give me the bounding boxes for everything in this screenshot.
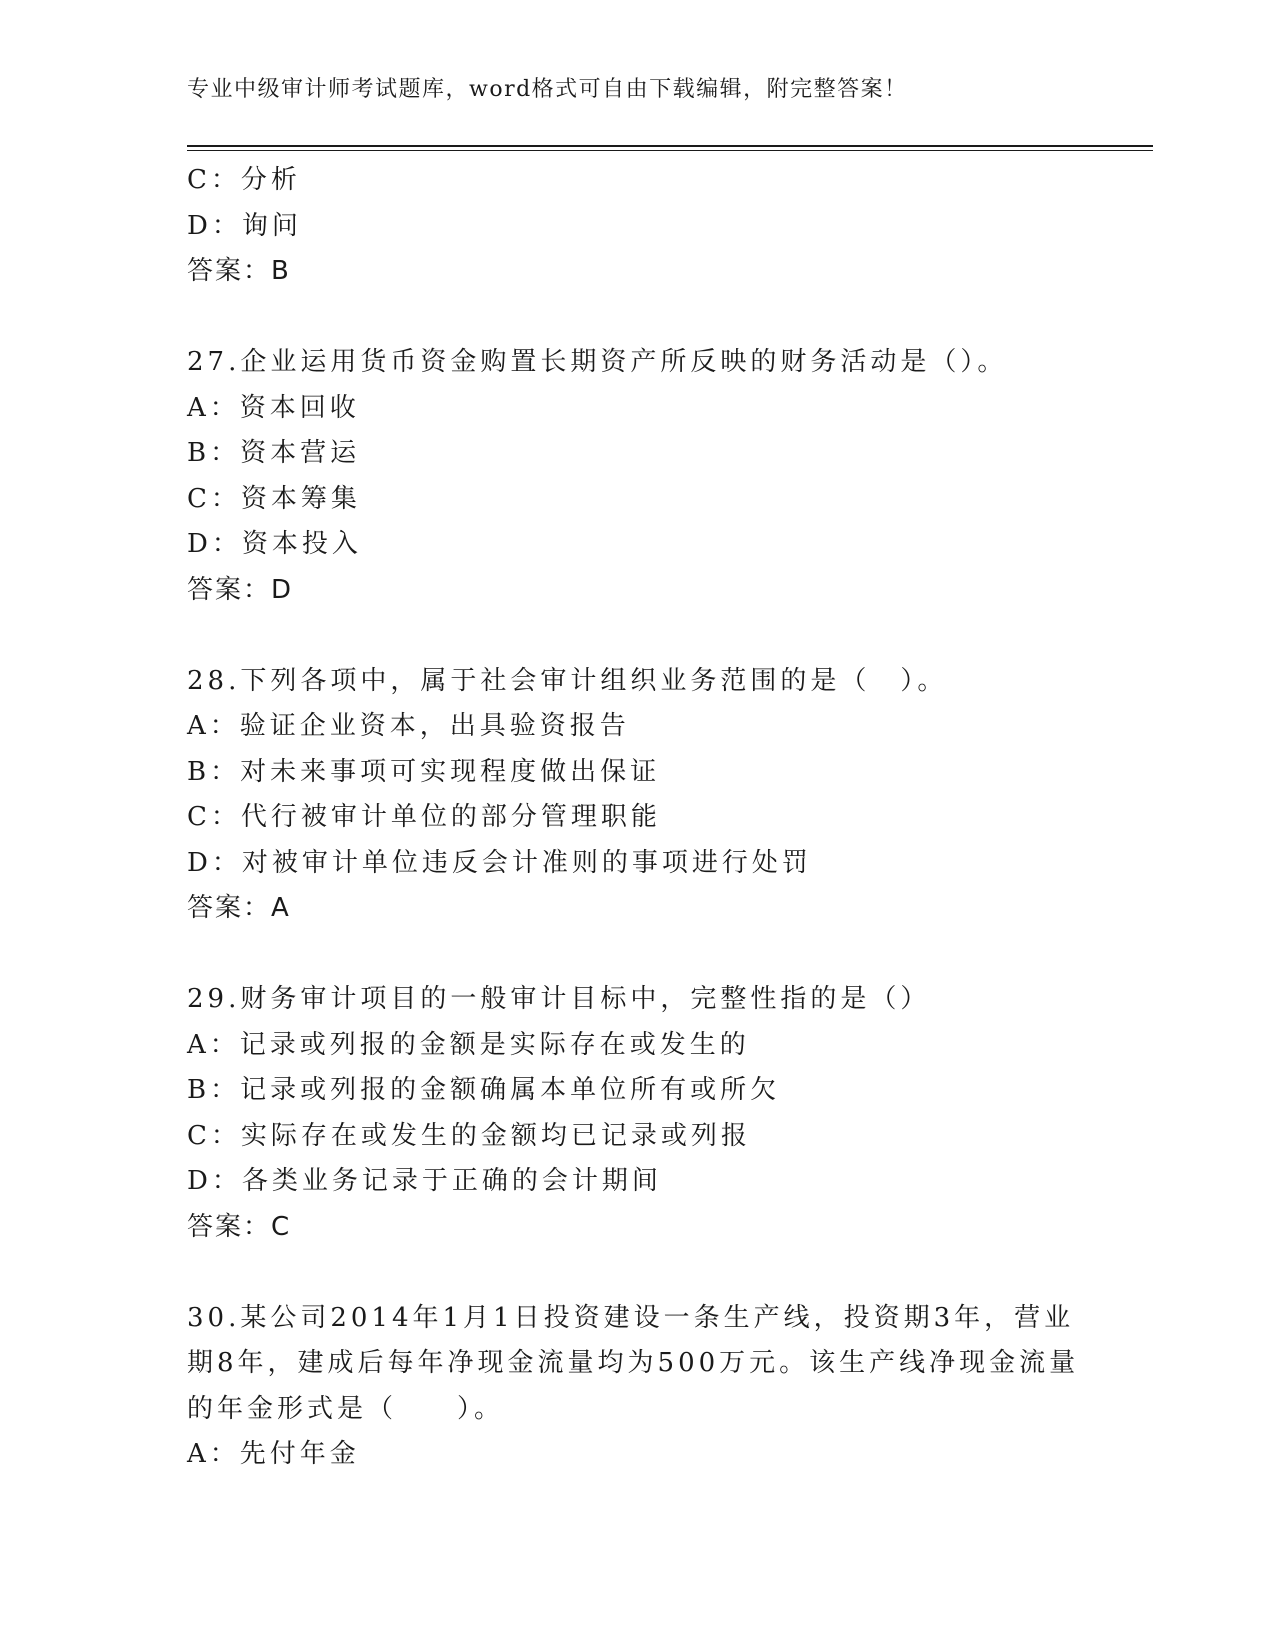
- answer-line: 答案：C: [187, 1211, 292, 1242]
- option-c: C：资本筹集: [187, 483, 361, 514]
- spacer: [187, 295, 1087, 341]
- spacer: [187, 932, 1087, 978]
- option-d: D：对被审计单位违反会计准则的事项进行处罚: [187, 847, 812, 878]
- question-30: [187, 1296, 1087, 1478]
- question-stem-line-1: 30.某公司2014年1月1日投资建设一条生产线，投资期3年，营业: [187, 1302, 1075, 1333]
- spacer: [187, 1250, 1087, 1296]
- question-stem-line-3: 的年金形式是（ ）。: [187, 1393, 505, 1424]
- option-d: D：询问: [187, 210, 302, 241]
- option-a: A：验证企业资本，出具验资报告: [187, 711, 630, 741]
- question-29: [187, 977, 1087, 1250]
- question-27: [187, 340, 1087, 613]
- option-b: B：对未来事项可实现程度做出保证: [187, 756, 661, 787]
- option-a: A：资本回收: [187, 392, 360, 423]
- option-c: C：代行被审计单位的部分管理职能: [187, 802, 661, 832]
- spacer: [187, 613, 1087, 659]
- option-b: B：记录或列报的金额确属本单位所有或所欠: [187, 1075, 781, 1105]
- question-list: [187, 158, 1087, 1478]
- option-b: B：资本营运: [187, 438, 361, 468]
- answer-line: 答案：A: [187, 893, 291, 923]
- option-d: D：资本投入: [187, 529, 362, 559]
- answer-line: 答案：D: [187, 574, 294, 605]
- option-c: C：实际存在或发生的金额均已记录或列报: [187, 1120, 751, 1151]
- option-a: A：先付年金: [187, 1439, 360, 1469]
- question-28: [187, 659, 1087, 932]
- question-26-continuation: [187, 158, 1087, 295]
- question-stem: 27.企业运用货币资金购置长期资产所反映的财务活动是（）。: [187, 347, 1008, 377]
- question-stem: 28.下列各项中，属于社会审计组织业务范围的是（ ）。: [187, 665, 948, 696]
- header-divider: [187, 145, 1153, 151]
- option-c: C：分析: [187, 165, 301, 195]
- option-d: D：各类业务记录于正确的会计期间: [187, 1166, 662, 1196]
- answer-line: 答案：B: [187, 256, 291, 286]
- page-header-text: 专业中级审计师考试题库，word格式可自由下载编辑，附完整答案！: [187, 77, 908, 102]
- option-a: A：记录或列报的金额是实际存在或发生的: [187, 1029, 750, 1060]
- question-stem: 29.财务审计项目的一般审计目标中，完整性指的是（）: [187, 984, 931, 1014]
- question-stem-line-2: 期8年，建成后每年净现金流量均为500万元。该生产线净现金流量: [187, 1348, 1080, 1378]
